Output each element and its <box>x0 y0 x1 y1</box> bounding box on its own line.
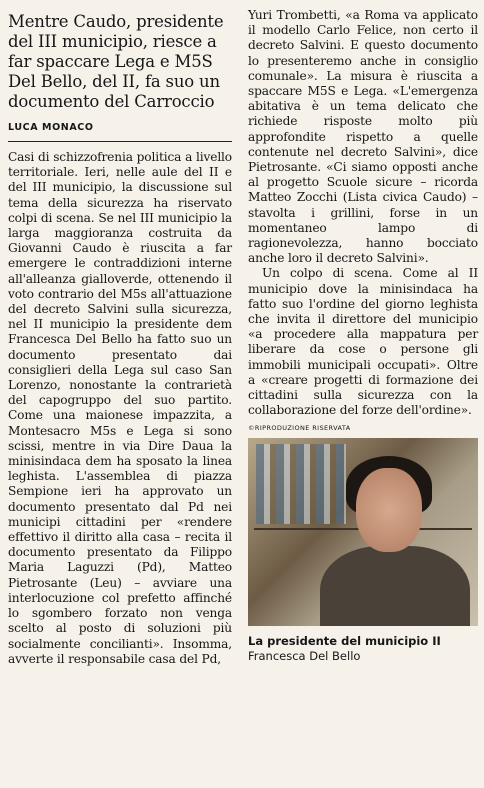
photo-figure-face <box>356 468 422 552</box>
headline: Mentre Caudo, presidente del III municipio, riesce a far spaccare Lega e M5S Del Bello, del II, fa suo un documento del Carroccio <box>8 12 224 111</box>
article-body-right-2: Un colpo di scena. Come al II municipio dove la minisindaca ha fatto suo l'ordine del giorno leghista che invita il direttore del municipio «a procedere alla mappatura per liberare da cose o persone gli immobili municipali occupati». Oltre a «creare progetti di formazione dei cittadini sulla sicurezza con la collaborazione del forze dell'ordine». <box>248 266 478 418</box>
photo-caption-subtitle: Francesca Del Bello <box>248 649 361 664</box>
portrait-photo <box>248 438 478 626</box>
article-body-left: Casi di schizzofrenia politica a livello territoriale. Ieri, nelle aule del II e del III municipio, la discussione sul tema della sicurezza ha riservato colpi di scena. Se nel III municipio la larga maggioranza costruita da Giovanni Caudo è riuscita a far emergere le contraddizioni interne all'alleanza gialloverde, ottenendo il voto contrario del M5s all'attuazione del decreto Salvini sulla sicurezza, nel II municipio la presidente dem Francesca Del Bello ha fatto suo un documento presentato dai consiglieri della Lega sul caso San Lorenzo, nonostante la contrarietà del capogruppo del suo partito. Come una maionese impazzita, a Montesacro M5s e Lega si sono scissi, mentre in via Dire Daua la minisindaca dem ha sposato la linea leghista. L'assemblea di piazza Sempione ieri ha approvato un documento presentato dal Pd nei municipi cittadini per «rendere effettivo il diritto alla casa – recita il documento presentato da Filippo Maria Laguzzi (Pd), Matteo Pietrosante (Leu) – avviare una interlocuzione col prefetto affinché lo sgombero forzato non venga scelto al posto di soluzioni più socialmente concilianti». Insomma, avverte il responsabile casa del Pd, <box>8 150 232 666</box>
photo-background-binders <box>256 444 346 524</box>
photo-caption-title: La presidente del municipio II <box>248 634 441 649</box>
photo-figure-body <box>320 546 470 626</box>
right-column <box>248 8 478 663</box>
left-column <box>8 8 232 667</box>
byline-rule <box>8 141 232 142</box>
copyright-note: ©RIPRODUZIONE RISERVATA <box>248 424 351 433</box>
article-body-right-1: Yuri Trombetti, «a Roma va applicato il modello Carlo Felice, non certo il decreto Salvini. E questo documento lo presenteremo anche in consiglio comunale». La misura è riuscita a spaccare M5S e Lega. «L'emergenza abitativa è un tema delicato che richiede risposte molto più approfondite rispetto a quelle contenute nel decreto Salvini», dice Pietrosante. «Ci siamo opposti anche al progetto Scuole sicure – ricorda Matteo Zocchi (Lista civica Caudo) – stavolta i grillini, forse in un momentaneo lampo di ragionevolezza, hanno bocciato anche loro il decreto Salvini». <box>248 8 478 266</box>
byline: LUCA MONACO <box>8 122 94 133</box>
